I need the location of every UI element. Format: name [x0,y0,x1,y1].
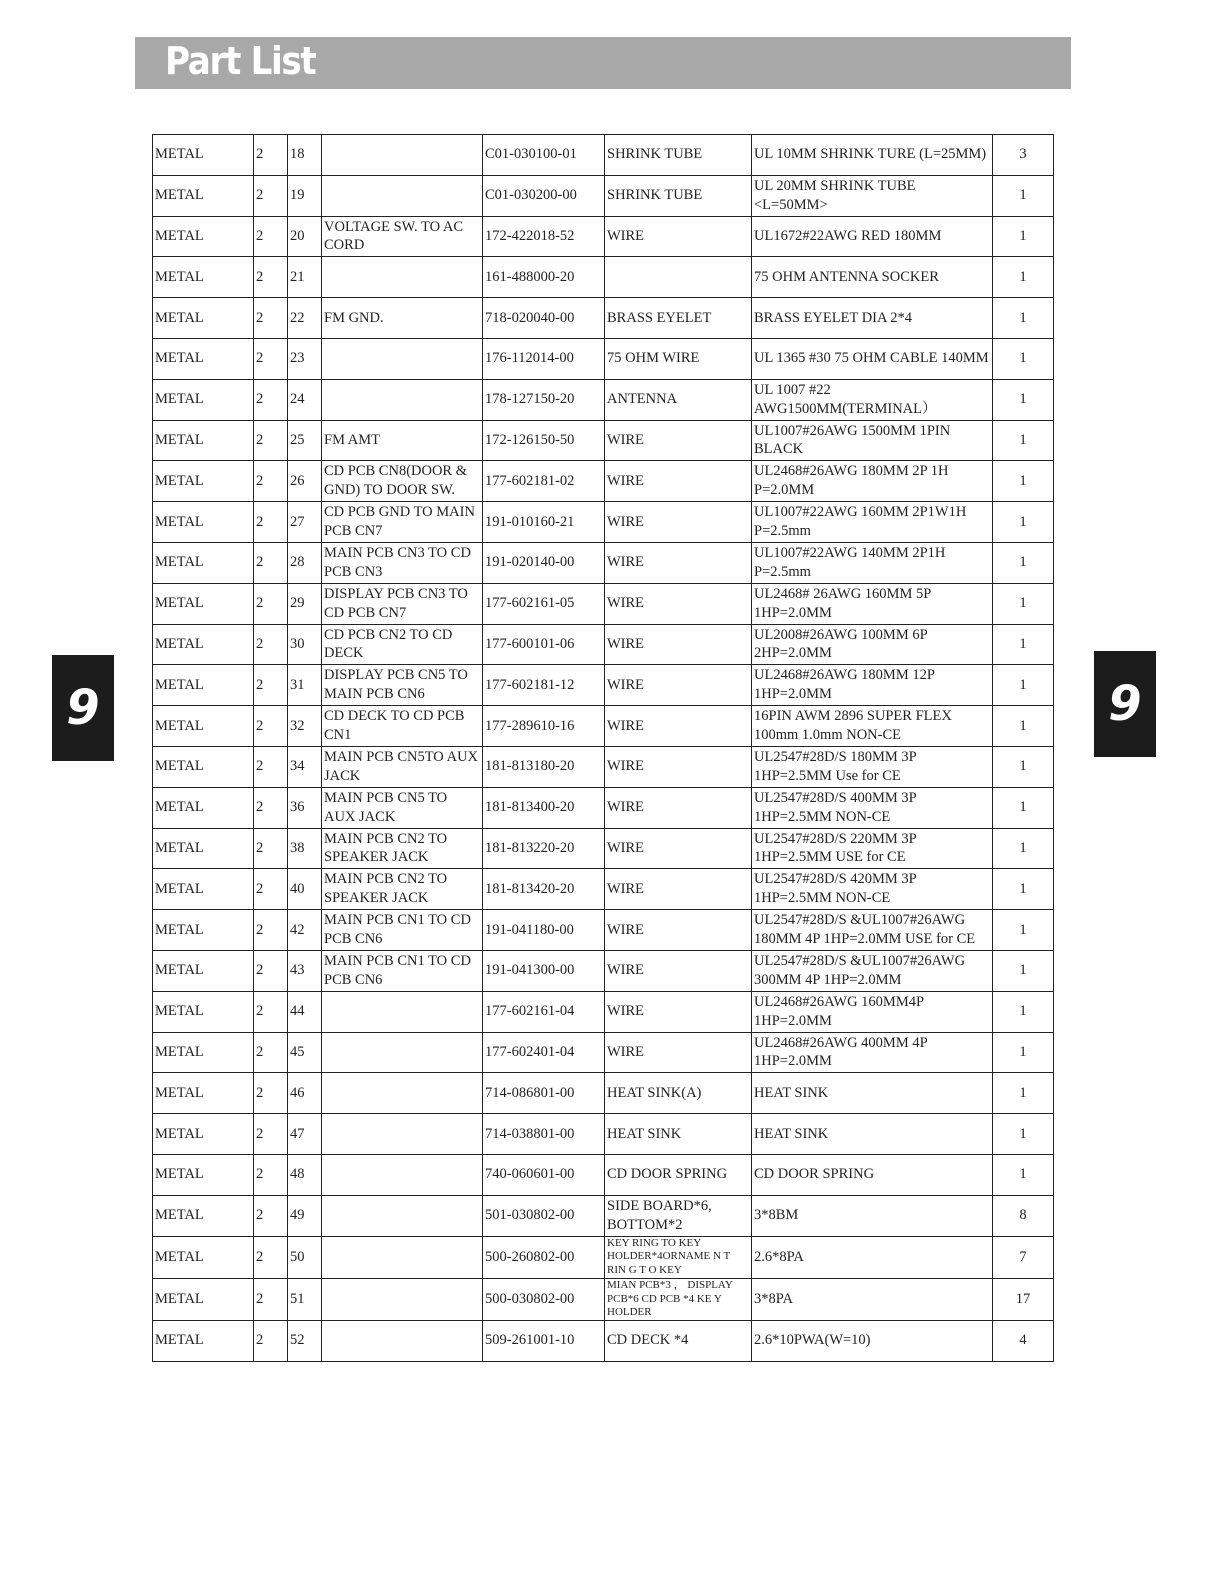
part-name-cell: BRASS EYELET [605,298,752,339]
part-number-cell: 181-813180-20 [483,746,605,787]
item-number-cell: 24 [288,379,322,420]
quantity-cell: 1 [993,1154,1054,1195]
table-row [153,1321,1054,1362]
specification-cell: UL1007#26AWG 1500MM 1PIN BLACK [752,420,993,461]
group-cell: 2 [254,746,288,787]
part-name-cell: WIRE [605,746,752,787]
location-cell: MAIN PCB CN2 TO SPEAKER JACK [322,828,483,869]
table-row [153,257,1054,298]
part-number-cell: 177-602401-04 [483,1032,605,1073]
part-name-cell: WIRE [605,950,752,991]
material-cell: METAL [153,1032,254,1073]
table-row [153,175,1054,216]
item-number-cell: 47 [288,1114,322,1155]
item-number-cell: 34 [288,746,322,787]
part-name-cell: SHRINK TUBE [605,135,752,176]
item-number-cell: 19 [288,175,322,216]
part-name-cell: KEY RING TO KEY HOLDER*4ORNAME N T RIN G T O KEY [605,1236,752,1278]
part-number-cell: 161-488000-20 [483,257,605,298]
part-number-cell: C01-030100-01 [483,135,605,176]
group-cell: 2 [254,461,288,502]
part-name-cell: WIRE [605,420,752,461]
specification-cell: UL2468#26AWG 180MM 12P 1HP=2.0MM [752,665,993,706]
quantity-cell: 17 [993,1278,1054,1320]
specification-cell: HEAT SINK [752,1073,993,1114]
page-title: Part List [165,39,316,83]
table-row [153,746,1054,787]
chapter-tab-left: 9 [52,655,114,761]
item-number-cell: 29 [288,583,322,624]
item-number-cell: 49 [288,1195,322,1236]
group-cell: 2 [254,542,288,583]
part-number-cell: 177-602181-12 [483,665,605,706]
item-number-cell: 31 [288,665,322,706]
material-cell: METAL [153,461,254,502]
part-name-cell: WIRE [605,461,752,502]
part-list-body [153,135,1054,1362]
table-row [153,1073,1054,1114]
location-cell [322,1032,483,1073]
table-row [153,950,1054,991]
part-name-cell: WIRE [605,828,752,869]
material-cell: METAL [153,379,254,420]
table-row [153,787,1054,828]
item-number-cell: 28 [288,542,322,583]
part-name-cell: WIRE [605,665,752,706]
material-cell: METAL [153,624,254,665]
specification-cell: UL 20MM SHRINK TUBE <L=50MM> [752,175,993,216]
part-name-cell: WIRE [605,583,752,624]
material-cell: METAL [153,257,254,298]
part-number-cell: 509-261001-10 [483,1321,605,1362]
part-name-cell: WIRE [605,991,752,1032]
item-number-cell: 22 [288,298,322,339]
table-row [153,461,1054,502]
material-cell: METAL [153,1195,254,1236]
group-cell: 2 [254,950,288,991]
quantity-cell: 1 [993,257,1054,298]
quantity-cell: 1 [993,420,1054,461]
item-number-cell: 30 [288,624,322,665]
specification-cell: UL2547#28D/S 220MM 3P 1HP=2.5MM USE for CE [752,828,993,869]
part-name-cell: WIRE [605,542,752,583]
item-number-cell: 38 [288,828,322,869]
part-number-cell: 172-422018-52 [483,216,605,257]
item-number-cell: 48 [288,1154,322,1195]
item-number-cell: 43 [288,950,322,991]
group-cell: 2 [254,583,288,624]
specification-cell: UL2008#26AWG 100MM 6P 2HP=2.0MM [752,624,993,665]
location-cell [322,338,483,379]
specification-cell: HEAT SINK [752,1114,993,1155]
material-cell: METAL [153,420,254,461]
material-cell: METAL [153,502,254,543]
group-cell: 2 [254,787,288,828]
table-row [153,991,1054,1032]
table-row [153,828,1054,869]
part-number-cell: 177-602161-04 [483,991,605,1032]
table-row [153,338,1054,379]
quantity-cell: 1 [993,787,1054,828]
part-name-cell: CD DOOR SPRING [605,1154,752,1195]
location-cell: MAIN PCB CN2 TO SPEAKER JACK [322,869,483,910]
quantity-cell: 1 [993,991,1054,1032]
part-number-cell: 714-038801-00 [483,1114,605,1155]
item-number-cell: 23 [288,338,322,379]
specification-cell: CD DOOR SPRING [752,1154,993,1195]
specification-cell: UL2468#26AWG 160MM4P 1HP=2.0MM [752,991,993,1032]
item-number-cell: 18 [288,135,322,176]
part-number-cell: 191-010160-21 [483,502,605,543]
group-cell: 2 [254,706,288,747]
part-number-cell: 181-813420-20 [483,869,605,910]
quantity-cell: 1 [993,502,1054,543]
item-number-cell: 27 [288,502,322,543]
quantity-cell: 1 [993,338,1054,379]
part-name-cell: WIRE [605,502,752,543]
table-row [153,1032,1054,1073]
material-cell: METAL [153,1114,254,1155]
group-cell: 2 [254,420,288,461]
item-number-cell: 50 [288,1236,322,1278]
specification-cell: UL2468#26AWG 180MM 2P 1H P=2.0MM [752,461,993,502]
material-cell: METAL [153,665,254,706]
material-cell: METAL [153,706,254,747]
specification-cell: UL 1365 #30 75 OHM CABLE 140MM [752,338,993,379]
part-name-cell: SHRINK TUBE [605,175,752,216]
material-cell: METAL [153,583,254,624]
specification-cell: UL2547#28D/S 180MM 3P 1HP=2.5MM Use for CE [752,746,993,787]
material-cell: METAL [153,1236,254,1278]
table-row [153,1236,1054,1278]
table-row [153,1278,1054,1320]
quantity-cell: 1 [993,542,1054,583]
material-cell: METAL [153,542,254,583]
part-name-cell: WIRE [605,869,752,910]
specification-cell: UL 1007 #22 AWG1500MM(TERMINAL） [752,379,993,420]
material-cell: METAL [153,1154,254,1195]
table-row [153,379,1054,420]
material-cell: METAL [153,1321,254,1362]
group-cell: 2 [254,216,288,257]
quantity-cell: 1 [993,1032,1054,1073]
item-number-cell: 42 [288,910,322,951]
quantity-cell: 1 [993,706,1054,747]
location-cell [322,1195,483,1236]
quantity-cell: 7 [993,1236,1054,1278]
location-cell: MAIN PCB CN5 TO AUX JACK [322,787,483,828]
location-cell [322,1114,483,1155]
specification-cell: 2.6*10PWA(W=10) [752,1321,993,1362]
table-row [153,624,1054,665]
part-number-cell: 177-602161-05 [483,583,605,624]
item-number-cell: 46 [288,1073,322,1114]
material-cell: METAL [153,828,254,869]
location-cell: FM GND. [322,298,483,339]
part-list-table [152,134,1054,1362]
group-cell: 2 [254,1321,288,1362]
group-cell: 2 [254,828,288,869]
group-cell: 2 [254,665,288,706]
material-cell: METAL [153,175,254,216]
material-cell: METAL [153,991,254,1032]
part-name-cell: WIRE [605,624,752,665]
group-cell: 2 [254,910,288,951]
table-row [153,706,1054,747]
location-cell: FM AMT [322,420,483,461]
quantity-cell: 1 [993,298,1054,339]
table-row [153,135,1054,176]
quantity-cell: 4 [993,1321,1054,1362]
location-cell: VOLTAGE SW. TO AC CORD [322,216,483,257]
group-cell: 2 [254,338,288,379]
item-number-cell: 40 [288,869,322,910]
location-cell: CD DECK TO CD PCB CN1 [322,706,483,747]
quantity-cell: 1 [993,828,1054,869]
quantity-cell: 1 [993,461,1054,502]
quantity-cell: 1 [993,950,1054,991]
table-row [153,869,1054,910]
part-name-cell: WIRE [605,787,752,828]
specification-cell: 3*8PA [752,1278,993,1320]
specification-cell: 16PIN AWM 2896 SUPER FLEX 100mm 1.0mm NON-CE [752,706,993,747]
table-row [153,910,1054,951]
group-cell: 2 [254,502,288,543]
part-number-cell: 191-041300-00 [483,950,605,991]
location-cell [322,257,483,298]
part-number-cell: 740-060601-00 [483,1154,605,1195]
item-number-cell: 52 [288,1321,322,1362]
item-number-cell: 20 [288,216,322,257]
group-cell: 2 [254,1278,288,1320]
group-cell: 2 [254,175,288,216]
material-cell: METAL [153,298,254,339]
quantity-cell: 8 [993,1195,1054,1236]
specification-cell: UL1007#22AWG 140MM 2P1H P=2.5mm [752,542,993,583]
chapter-tab-right: 9 [1094,651,1156,757]
specification-cell: 3*8BM [752,1195,993,1236]
part-name-cell: HEAT SINK(A) [605,1073,752,1114]
specification-cell: UL2468# 26AWG 160MM 5P 1HP=2.0MM [752,583,993,624]
part-number-cell: C01-030200-00 [483,175,605,216]
part-number-cell: 181-813400-20 [483,787,605,828]
group-cell: 2 [254,1195,288,1236]
location-cell [322,991,483,1032]
group-cell: 2 [254,257,288,298]
specification-cell: UL2547#28D/S 400MM 3P 1HP=2.5MM NON-CE [752,787,993,828]
specification-cell: UL1672#22AWG RED 180MM [752,216,993,257]
group-cell: 2 [254,1236,288,1278]
material-cell: METAL [153,910,254,951]
part-name-cell: 75 OHM WIRE [605,338,752,379]
material-cell: METAL [153,1278,254,1320]
group-cell: 2 [254,1073,288,1114]
part-name-cell: WIRE [605,910,752,951]
quantity-cell: 1 [993,216,1054,257]
specification-cell: UL2547#28D/S &UL1007#26AWG 300MM 4P 1HP=2.0MM [752,950,993,991]
item-number-cell: 25 [288,420,322,461]
item-number-cell: 21 [288,257,322,298]
table-row [153,420,1054,461]
specification-cell: UL1007#22AWG 160MM 2P1W1H P=2.5mm [752,502,993,543]
quantity-cell: 1 [993,379,1054,420]
specification-cell: 75 OHM ANTENNA SOCKER [752,257,993,298]
material-cell: METAL [153,746,254,787]
page-header-bar [135,37,1071,89]
quantity-cell: 1 [993,1114,1054,1155]
group-cell: 2 [254,1114,288,1155]
location-cell [322,1154,483,1195]
location-cell [322,1073,483,1114]
part-name-cell [605,257,752,298]
location-cell [322,379,483,420]
item-number-cell: 44 [288,991,322,1032]
item-number-cell: 36 [288,787,322,828]
part-name-cell: HEAT SINK [605,1114,752,1155]
part-number-cell: 181-813220-20 [483,828,605,869]
table-row [153,583,1054,624]
part-number-cell: 714-086801-00 [483,1073,605,1114]
quantity-cell: 1 [993,1073,1054,1114]
quantity-cell: 1 [993,665,1054,706]
material-cell: METAL [153,338,254,379]
quantity-cell: 1 [993,624,1054,665]
part-number-cell: 500-260802-00 [483,1236,605,1278]
part-number-cell: 178-127150-20 [483,379,605,420]
part-number-cell: 501-030802-00 [483,1195,605,1236]
material-cell: METAL [153,216,254,257]
location-cell: MAIN PCB CN1 TO CD PCB CN6 [322,950,483,991]
material-cell: METAL [153,787,254,828]
quantity-cell: 1 [993,175,1054,216]
location-cell: CD PCB GND TO MAIN PCB CN7 [322,502,483,543]
specification-cell: UL2547#28D/S 420MM 3P 1HP=2.5MM NON-CE [752,869,993,910]
group-cell: 2 [254,869,288,910]
location-cell: MAIN PCB CN1 TO CD PCB CN6 [322,910,483,951]
table-row [153,298,1054,339]
table-row [153,502,1054,543]
item-number-cell: 26 [288,461,322,502]
group-cell: 2 [254,1032,288,1073]
quantity-cell: 1 [993,910,1054,951]
part-number-cell: 177-289610-16 [483,706,605,747]
location-cell: DISPLAY PCB CN5 TO MAIN PCB CN6 [322,665,483,706]
table-row [153,1114,1054,1155]
quantity-cell: 3 [993,135,1054,176]
part-name-cell: SIDE BOARD*6, BOTTOM*2 [605,1195,752,1236]
part-number-cell: 718-020040-00 [483,298,605,339]
group-cell: 2 [254,135,288,176]
quantity-cell: 1 [993,583,1054,624]
quantity-cell: 1 [993,746,1054,787]
group-cell: 2 [254,1154,288,1195]
location-cell [322,1278,483,1320]
specification-cell: UL2547#28D/S &UL1007#26AWG 180MM 4P 1HP=2.0MM USE for CE [752,910,993,951]
specification-cell: UL 10MM SHRINK TURE (L=25MM) [752,135,993,176]
item-number-cell: 45 [288,1032,322,1073]
table-row [153,542,1054,583]
part-name-cell: MIAN PCB*3 ， DISPLAY PCB*6 CD PCB *4 KE Y HOLDER [605,1278,752,1320]
material-cell: METAL [153,869,254,910]
part-number-cell: 191-020140-00 [483,542,605,583]
part-name-cell: WIRE [605,216,752,257]
material-cell: METAL [153,950,254,991]
location-cell [322,1321,483,1362]
part-name-cell: WIRE [605,706,752,747]
quantity-cell: 1 [993,869,1054,910]
table-row [153,1154,1054,1195]
item-number-cell: 51 [288,1278,322,1320]
location-cell: MAIN PCB CN5TO AUX JACK [322,746,483,787]
specification-cell: UL2468#26AWG 400MM 4P 1HP=2.0MM [752,1032,993,1073]
material-cell: METAL [153,1073,254,1114]
group-cell: 2 [254,991,288,1032]
location-cell: DISPLAY PCB CN3 TO CD PCB CN7 [322,583,483,624]
table-row [153,216,1054,257]
part-name-cell: CD DECK *4 [605,1321,752,1362]
part-name-cell: ANTENNA [605,379,752,420]
group-cell: 2 [254,298,288,339]
part-number-cell: 172-126150-50 [483,420,605,461]
item-number-cell: 32 [288,706,322,747]
part-number-cell: 176-112014-00 [483,338,605,379]
part-number-cell: 191-041180-00 [483,910,605,951]
location-cell: CD PCB CN2 TO CD DECK [322,624,483,665]
location-cell: CD PCB CN8(DOOR & GND) TO DOOR SW. [322,461,483,502]
group-cell: 2 [254,379,288,420]
group-cell: 2 [254,624,288,665]
location-cell [322,1236,483,1278]
material-cell: METAL [153,135,254,176]
part-number-cell: 177-602181-02 [483,461,605,502]
specification-cell: 2.6*8PA [752,1236,993,1278]
table-row [153,665,1054,706]
specification-cell: BRASS EYELET DIA 2*4 [752,298,993,339]
table-row [153,1195,1054,1236]
part-number-cell: 500-030802-00 [483,1278,605,1320]
location-cell: MAIN PCB CN3 TO CD PCB CN3 [322,542,483,583]
location-cell [322,175,483,216]
part-number-cell: 177-600101-06 [483,624,605,665]
location-cell [322,135,483,176]
part-name-cell: WIRE [605,1032,752,1073]
